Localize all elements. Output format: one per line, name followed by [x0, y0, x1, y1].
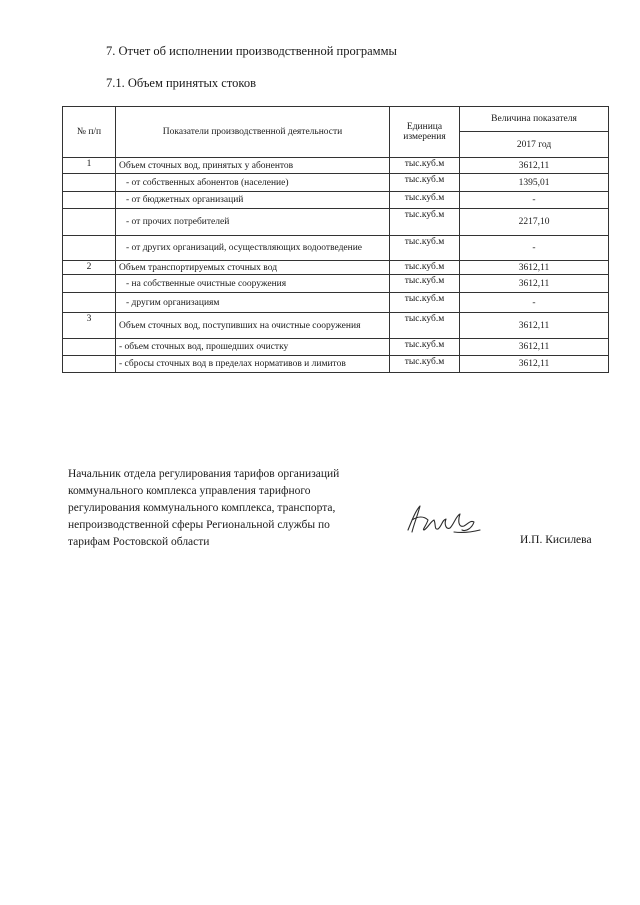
table-row	[63, 293, 609, 313]
table-row	[63, 209, 609, 236]
position-line: коммунального комплекса управления тарифного	[68, 485, 311, 497]
row-name: - на собственные очистные сооружения	[116, 275, 390, 293]
row-name: Объем сточных вод, принятых у абонентов	[116, 158, 390, 174]
header-num: № п/п	[63, 107, 116, 158]
row-num	[63, 192, 116, 209]
row-num: 2	[63, 261, 116, 275]
row-name: - от бюджетных организаций	[116, 192, 390, 209]
row-num: 3	[63, 313, 116, 339]
row-num	[63, 293, 116, 313]
header-year: 2017 год	[460, 132, 609, 158]
table-row	[63, 236, 609, 261]
section-heading: 7. Отчет об исполнении производственной программы	[106, 44, 397, 58]
row-value: 3612,11	[460, 339, 609, 356]
row-num	[63, 275, 116, 293]
row-unit: тыс.куб.м	[390, 261, 460, 275]
row-name: - от прочих потребителей	[116, 209, 390, 236]
table-row	[63, 174, 609, 192]
table-row	[63, 158, 609, 174]
position-line: Начальник отдела регулирования тарифов организаций	[68, 468, 340, 480]
signatory-position	[68, 466, 388, 551]
row-value: 3612,11	[460, 356, 609, 373]
position-line: непроизводственной сферы Региональной службы по	[68, 519, 330, 531]
row-unit: тыс.куб.м	[390, 339, 460, 356]
row-name: Объем транспортируемых сточных вод	[116, 261, 390, 275]
row-name: - другим организациям	[116, 293, 390, 313]
row-num	[63, 174, 116, 192]
row-value: 2217,10	[460, 209, 609, 236]
row-value: -	[460, 192, 609, 209]
position-line: тарифам Ростовской области	[68, 536, 210, 548]
row-unit: тыс.куб.м	[390, 209, 460, 236]
sewage-volume-table	[62, 106, 609, 373]
position-line: регулирования коммунального комплекса, транспорта,	[68, 502, 336, 514]
row-unit: тыс.куб.м	[390, 174, 460, 192]
row-unit: тыс.куб.м	[390, 236, 460, 261]
row-name: - от собственных абонентов (население)	[116, 174, 390, 192]
table-row	[63, 313, 609, 339]
header-name: Показатели производственной деятельности	[116, 107, 390, 158]
row-value: 1395,01	[460, 174, 609, 192]
row-num	[63, 339, 116, 356]
row-num	[63, 236, 116, 261]
row-unit: тыс.куб.м	[390, 313, 460, 339]
header-value: Величина показателя	[460, 107, 609, 132]
row-name: Объем сточных вод, поступивших на очистные сооружения	[116, 313, 390, 339]
row-value: -	[460, 293, 609, 313]
header-unit: Единица измерения	[390, 107, 460, 158]
row-unit: тыс.куб.м	[390, 356, 460, 373]
table-row	[63, 356, 609, 373]
row-num: 1	[63, 158, 116, 174]
row-value: 3612,11	[460, 158, 609, 174]
row-unit: тыс.куб.м	[390, 275, 460, 293]
row-unit: тыс.куб.м	[390, 192, 460, 209]
row-unit: тыс.куб.м	[390, 158, 460, 174]
row-num	[63, 356, 116, 373]
row-name: - объем сточных вод, прошедших очистку	[116, 339, 390, 356]
row-num	[63, 209, 116, 236]
row-name: - от других организаций, осуществляющих водоотведение	[116, 236, 390, 261]
row-value: 3612,11	[460, 275, 609, 293]
table-row	[63, 192, 609, 209]
row-value: -	[460, 236, 609, 261]
row-value: 3612,11	[460, 313, 609, 339]
table-row	[63, 261, 609, 275]
subsection-heading: 7.1. Объем принятых стоков	[106, 76, 256, 90]
row-name: - сбросы сточных вод в пределах нормативов и лимитов	[116, 356, 390, 373]
handwritten-signature	[402, 502, 484, 536]
table-row	[63, 275, 609, 293]
row-value: 3612,11	[460, 261, 609, 275]
row-unit: тыс.куб.м	[390, 293, 460, 313]
table-row	[63, 339, 609, 356]
signer-name: И.П. Кисилева	[520, 534, 592, 546]
